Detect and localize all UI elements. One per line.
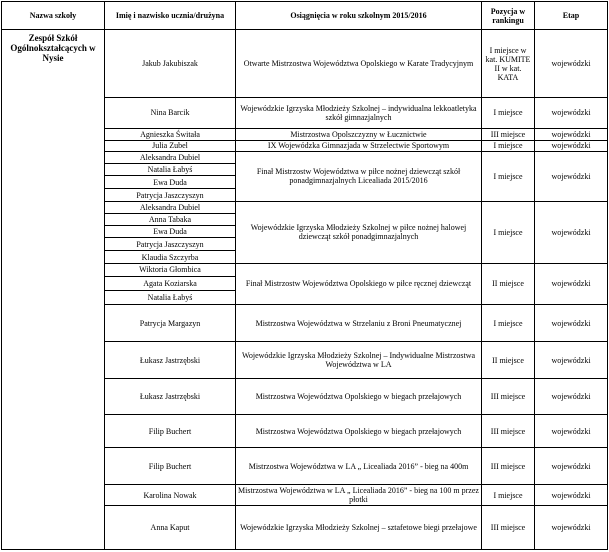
header-name: Imię i nazwisko ucznia/drużyna bbox=[105, 2, 236, 30]
position-cell: I miejsce bbox=[482, 151, 535, 201]
position-cell: III miejsce bbox=[482, 379, 535, 415]
stage-cell: wojewódzki bbox=[535, 263, 608, 305]
achievement-cell: IX Wojewódzka Gimnazjada w Strzelectwie Sportowym bbox=[236, 140, 482, 151]
stage-cell: wojewódzki bbox=[535, 448, 608, 485]
position-cell: III miejsce bbox=[482, 414, 535, 448]
achievement-cell: Wojewódzkie Igrzyska Młodzieży Szkolnej – sztafetowe biegi przełajowe bbox=[236, 506, 482, 550]
stage-cell: wojewódzki bbox=[535, 379, 608, 415]
achievements-table bbox=[1, 1, 608, 550]
student-name-cell: Klaudia Szczyrba bbox=[105, 251, 236, 263]
student-name-cell: Natalia Łabyś bbox=[105, 291, 236, 305]
student-name-cell: Patrycja Jaszczyszyn bbox=[105, 238, 236, 251]
student-name-cell: Natalia Łabyś bbox=[105, 164, 236, 176]
header-row bbox=[2, 2, 608, 30]
position-cell: III miejsce bbox=[482, 506, 535, 550]
achievement-cell: Mistrzostwa Opolszczyzny w Łucznictwie bbox=[236, 128, 482, 140]
position-cell: I miejsce bbox=[482, 485, 535, 506]
header-position: Pozycja w rankingu bbox=[482, 2, 535, 30]
student-name-cell: Karolina Nowak bbox=[105, 485, 236, 506]
position-cell: II miejsce bbox=[482, 263, 535, 305]
position-cell: I miejsce bbox=[482, 140, 535, 151]
stage-cell: wojewódzki bbox=[535, 30, 608, 98]
student-name-cell: Patrycja Jaszczyszyn bbox=[105, 189, 236, 201]
stage-cell: wojewódzki bbox=[535, 485, 608, 506]
student-name-cell: Jakub Jakubiszak bbox=[105, 30, 236, 98]
position-cell: III miejsce bbox=[482, 448, 535, 485]
student-name-cell: Ewa Duda bbox=[105, 176, 236, 189]
student-name-cell: Patrycja Margazyn bbox=[105, 305, 236, 342]
position-cell: I miejsce bbox=[482, 201, 535, 263]
student-name-cell: Aleksandra Dubiel bbox=[105, 201, 236, 213]
student-name-cell: Wiktoria Głombica bbox=[105, 263, 236, 276]
table-row bbox=[2, 30, 608, 98]
student-name-cell: Agnieszka Świtała bbox=[105, 128, 236, 140]
achievement-cell: Mistrzostwa Województwa Opolskiego w biegach przełajowych bbox=[236, 414, 482, 448]
achievement-cell: Wojewódzkie Igrzyska Młodzieży Szkolnej – indywidualna lekkoatletyka szkół gimnazjalnych bbox=[236, 98, 482, 128]
achievement-cell: Finał Mistrzostw Województwa Opolskiego w piłce ręcznej dziewcząt bbox=[236, 263, 482, 305]
stage-cell: wojewódzki bbox=[535, 140, 608, 151]
stage-cell: wojewódzki bbox=[535, 128, 608, 140]
student-name-cell: Agata Koziarska bbox=[105, 276, 236, 290]
position-cell: I miejsce bbox=[482, 305, 535, 342]
achievement-cell: Mistrzostwa Województwa w LA „ Licealiada 2016” - bieg na 100 m przez płotki bbox=[236, 485, 482, 506]
stage-cell: wojewódzki bbox=[535, 341, 608, 379]
student-name-cell: Julia Zubel bbox=[105, 140, 236, 151]
achievement-cell: Wojewódzkie Igrzyska Młodzieży Szkolnej – Indywidualne Mistrzostwa Województwa w LA bbox=[236, 341, 482, 379]
stage-cell: wojewódzki bbox=[535, 98, 608, 128]
stage-cell: wojewódzki bbox=[535, 506, 608, 550]
header-stage: Etap bbox=[535, 2, 608, 30]
achievement-cell: Mistrzostwa Województwa w LA „ Licealiada 2016” - bieg na 400m bbox=[236, 448, 482, 485]
student-name-cell: Filip Buchert bbox=[105, 448, 236, 485]
student-name-cell: Filip Buchert bbox=[105, 414, 236, 448]
student-name-cell: Anna Tabaka bbox=[105, 213, 236, 225]
achievement-cell: Mistrzostwa Województwa w Strzelaniu z Broni Pneumatycznej bbox=[236, 305, 482, 342]
stage-cell: wojewódzki bbox=[535, 151, 608, 201]
student-name-cell: Anna Kaput bbox=[105, 506, 236, 550]
student-name-cell: Ewa Duda bbox=[105, 226, 236, 238]
student-name-cell: Łukasz Jastrzębski bbox=[105, 341, 236, 379]
achievement-cell: Otwarte Mistrzostwa Województwa Opolskiego w Karate Tradycyjnym bbox=[236, 30, 482, 98]
position-cell: II miejsce bbox=[482, 341, 535, 379]
achievement-cell: Mistrzostwa Województwa Opolskiego w biegach przełajowych bbox=[236, 379, 482, 415]
stage-cell: wojewódzki bbox=[535, 305, 608, 342]
position-cell: I miejsce w kat. KUMITE II w kat. KATA bbox=[482, 30, 535, 98]
header-achievement: Osiągnięcia w roku szkolnym 2015/2016 bbox=[236, 2, 482, 30]
student-name-cell: Aleksandra Dubiel bbox=[105, 151, 236, 163]
position-cell: I miejsce bbox=[482, 98, 535, 128]
stage-cell: wojewódzki bbox=[535, 414, 608, 448]
header-school: Nazwa szkoły bbox=[2, 2, 105, 30]
student-name-cell: Nina Barcik bbox=[105, 98, 236, 128]
achievement-cell: Finał Mistrzostw Województwa w piłce nożnej dziewcząt szkół ponadgimnazjalnych Licealiada 2015/2016 bbox=[236, 151, 482, 201]
achievement-cell: Wojewódzkie Igrzyska Młodzieży Szkolnej w piłce nożnej halowej dziewcząt szkół ponadgimnazjalnych bbox=[236, 201, 482, 263]
position-cell: III miejsce bbox=[482, 128, 535, 140]
stage-cell: wojewódzki bbox=[535, 201, 608, 263]
table-body bbox=[2, 30, 608, 550]
school-name-cell: Zespół Szkół Ogólnokształcących w Nysie bbox=[2, 30, 105, 550]
student-name-cell: Łukasz Jastrzębski bbox=[105, 379, 236, 415]
